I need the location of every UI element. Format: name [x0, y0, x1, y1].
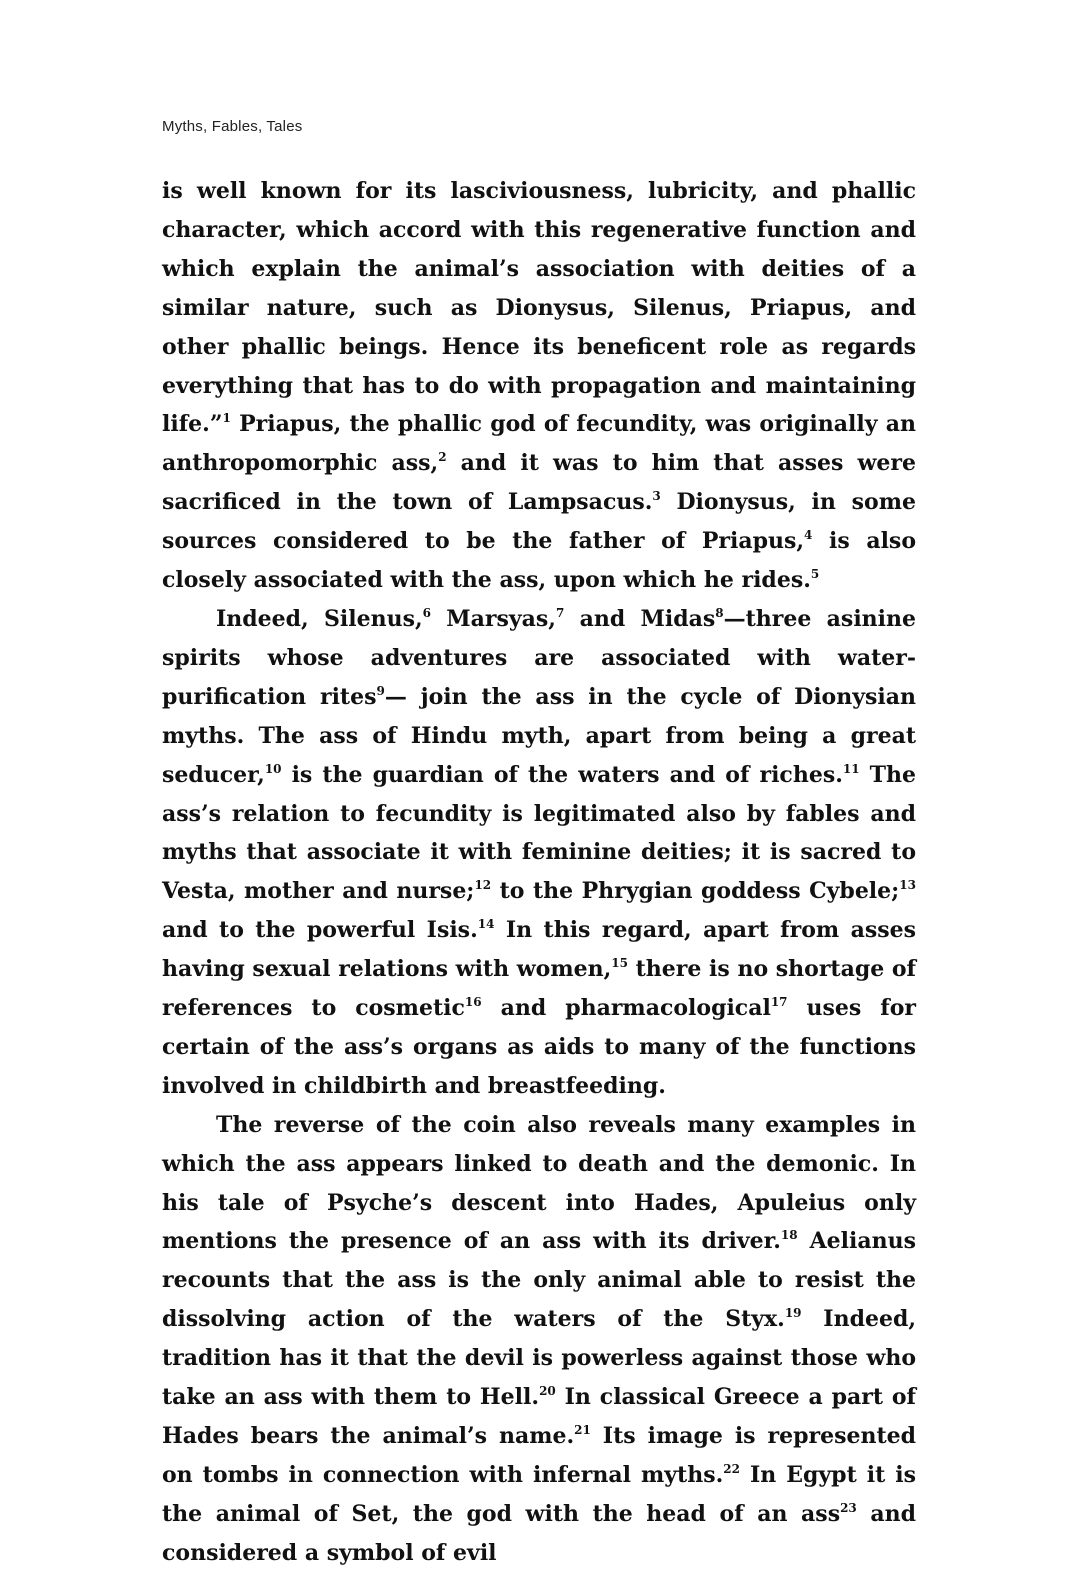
paragraph-text: Dionysus, in some sources considered to be the father of Priapus, — [162, 489, 916, 555]
paragraph-text: Marsyas, — [431, 605, 556, 632]
paragraph-text: uses for certain of the ass’s organs as aids to many of the functions involved in childbirth and breastfeeding. — [162, 995, 917, 1099]
paragraph-text: Aelianus recounts that the ass is the only animal able to resist the dissolving action of the waters of the Styx. — [162, 1228, 916, 1333]
footnote-ref: 2 — [438, 450, 447, 465]
footnote-ref: 8 — [715, 605, 724, 620]
footnote-ref: 16 — [464, 995, 482, 1010]
footnote-ref: 1 — [222, 411, 231, 426]
footnote-ref: 21 — [574, 1423, 591, 1437]
footnote-ref: 23 — [840, 1500, 857, 1515]
paragraph-text: —three asinine spirits whose adventures are associated with water-purification rites — [162, 605, 917, 710]
paragraph-text: The ass’s relation to fecundity is legitimated also by fables and myths that associate it with feminine deities; it is sacred to Vesta, mother and nurse; — [162, 761, 916, 905]
footnote-ref: 12 — [474, 878, 492, 893]
footnote-ref: 3 — [652, 489, 661, 504]
footnote-ref: 15 — [611, 956, 628, 971]
footnote-ref: 22 — [723, 1461, 740, 1476]
paragraph-text: and Midas — [564, 605, 716, 632]
paragraph — [162, 1106, 916, 1573]
paragraph-text: In classical Greece a part of Hades bears the animal’s name. — [162, 1384, 916, 1449]
footnote-ref: 18 — [780, 1228, 798, 1243]
paragraph — [162, 172, 916, 600]
paragraph-text: The reverse of the coin also reveals many examples in which the ass appears linked to death and the demonic. In his tale of Psyche’s descent into Hades, Apuleius only mentions the presence of an ass with its driver. — [162, 1111, 916, 1255]
footnote-ref: 11 — [842, 761, 860, 776]
footnote-ref: 19 — [784, 1306, 802, 1321]
footnote-ref: 17 — [770, 995, 788, 1010]
paragraph-text: Its image is represented on tombs in connection with infernal myths. — [162, 1423, 917, 1488]
footnote-ref: 10 — [264, 761, 282, 776]
paragraph-text: and it was to him that asses were sacrificed in the town of Lampsacus. — [162, 450, 916, 516]
footnote-ref: 13 — [899, 878, 916, 893]
paragraph-text: to the Phrygian goddess Cybele; — [491, 878, 900, 905]
paragraph-text: is well known for its lasciviousness, lubricity, and phallic character, which accord with this regenerative function and which explain the animal’s association with deities of a similar nature, such as Dionysus, Silenus, Priapus, and other phallic beings. Hence its beneficent role as regards everything that has to do with propagation and maintaining life.” — [162, 178, 916, 438]
footnote-ref: 6 — [422, 605, 431, 620]
footnote-ref: 4 — [804, 528, 813, 543]
paragraph-text: there is no shortage of references to cosmetic — [162, 956, 917, 1022]
paragraph-text: and pharmacological — [481, 995, 771, 1022]
paragraph-text: and to the powerful Isis. — [162, 917, 478, 944]
paragraph-text: — join the ass in the cycle of Dionysian myths. The ass of Hindu myth, apart from being a great seducer, — [162, 683, 917, 788]
paragraph-text: Indeed, Silenus, — [216, 605, 423, 632]
paragraph-text: In this regard, apart from asses having sexual relations with women, — [162, 917, 916, 983]
footnote-ref: 5 — [810, 567, 820, 582]
footnote-ref: 9 — [376, 683, 385, 698]
paragraph-text: Indeed, tradition has it that the devil is powerless against those who take an ass with them to Hell. — [162, 1306, 916, 1411]
paragraph-text: In Egypt it is the animal of Set, the god with the head of an ass — [162, 1461, 916, 1527]
body-text — [162, 172, 916, 1573]
footnote-ref: 14 — [477, 917, 495, 932]
paragraph — [162, 600, 916, 1106]
running-head: Myths, Fables, Tales — [162, 118, 303, 135]
paragraph-text: is the guardian of the waters and of riches. — [281, 761, 843, 788]
footnote-ref: 20 — [539, 1384, 556, 1399]
paragraph-text: Priapus, the phallic god of fecundity, was originally an anthropomorphic ass, — [162, 411, 916, 477]
paragraph-text: and considered a symbol of evil — [162, 1500, 916, 1566]
footnote-ref: 7 — [555, 605, 565, 620]
paragraph-text: is also closely associated with the ass, upon which he rides. — [162, 528, 916, 594]
